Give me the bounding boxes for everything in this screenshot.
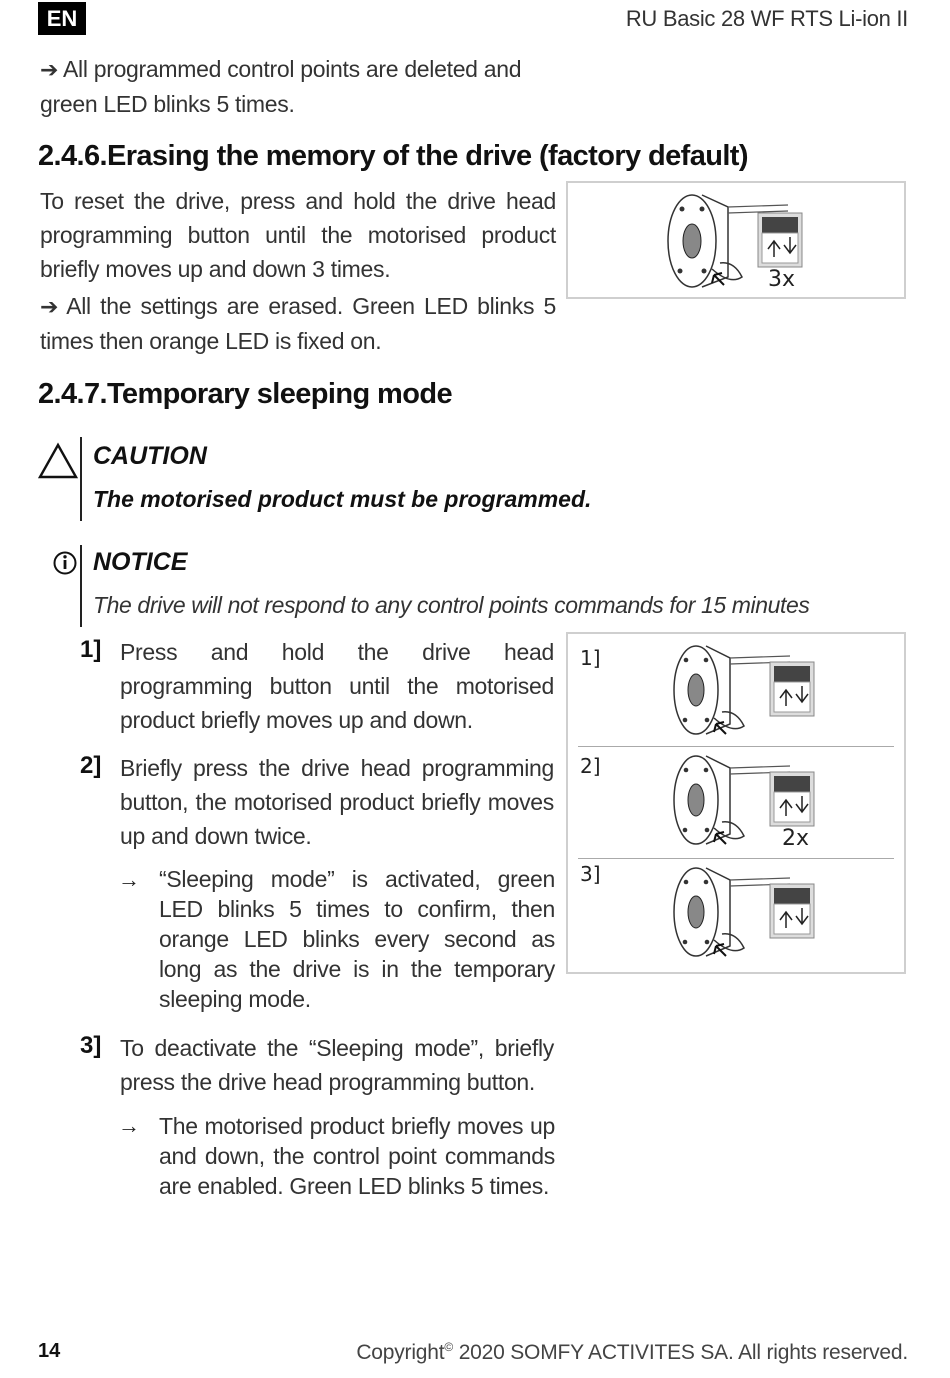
caution-text: The motorised product must be programmed. (93, 486, 592, 512)
section-246-para: To reset the drive, press and hold the drive head programming button until the motorised product briefly moves up and down 3 times. (40, 188, 556, 282)
step-text: Press and hold the drive head programming button until the motorised product briefly moves up and down. (120, 639, 554, 733)
notice-bar (80, 545, 82, 627)
section-246-result (40, 289, 556, 358)
press-count: 3x (768, 267, 796, 292)
section-246-result-text: All the settings are erased. Green LED blinks 5 times then orange LED is fixed on. (40, 293, 556, 354)
drive-head-icon (568, 183, 904, 297)
arrow-icon: → (118, 1113, 140, 1138)
copyright (356, 1340, 908, 1365)
copyright-symbol: © (444, 1340, 454, 1354)
figure-sleeping-mode (566, 632, 906, 974)
copyright-pre: Copyright (356, 1341, 445, 1364)
language-badge: EN (38, 2, 86, 35)
warning-triangle-icon (38, 442, 78, 480)
step-number: 2] (80, 752, 102, 779)
drive-head-icon (568, 634, 904, 972)
figure-factory-reset (566, 181, 906, 299)
notice-title: NOTICE (93, 548, 188, 576)
notice-text: The drive will not respond to any control points commands for 15 minutes (93, 592, 810, 618)
figure-step-label: 1] (580, 646, 601, 670)
caution-title: CAUTION (93, 442, 207, 470)
step-text: Briefly press the drive head programming button, the motorised product briefly moves up and down twice. (120, 755, 554, 849)
section-heading-247: 2.4.7.Temporary sleeping mode (38, 378, 452, 410)
intro-result (40, 52, 560, 121)
figure-step-label: 2] (580, 754, 601, 778)
caution-bar (80, 437, 82, 521)
info-circle-icon (52, 550, 78, 576)
step-result: The motorised product briefly moves up and down, the control point commands are enabled. Green LED blinks 5 times. (159, 1113, 555, 1199)
press-count: 2x (782, 826, 810, 851)
section-heading-246: 2.4.6.Erasing the memory of the drive (factory default) (38, 140, 748, 172)
product-name: RU Basic 28 WF RTS Li-ion II (625, 6, 908, 31)
arrow-icon: ➔ (40, 57, 59, 82)
step-number: 3] (80, 1032, 102, 1059)
figure-step-label: 3] (580, 862, 601, 886)
page-number: 14 (38, 1340, 61, 1362)
step-number: 1] (80, 636, 102, 663)
step-result: “Sleeping mode” is activated, green LED blinks 5 times to confirm, then orange LED blinks every second as long as the drive is in the temporary sleeping mode. (159, 866, 555, 1012)
arrow-icon: ➔ (40, 294, 59, 319)
copyright-post: 2020 SOMFY ACTIVITES SA. All rights reserved. (453, 1341, 908, 1364)
arrow-icon: → (118, 867, 140, 892)
intro-text: All programmed control points are deleted and green LED blinks 5 times. (40, 56, 522, 117)
step-text: To deactivate the “Sleeping mode”, briefly press the drive head programming button. (120, 1035, 554, 1095)
